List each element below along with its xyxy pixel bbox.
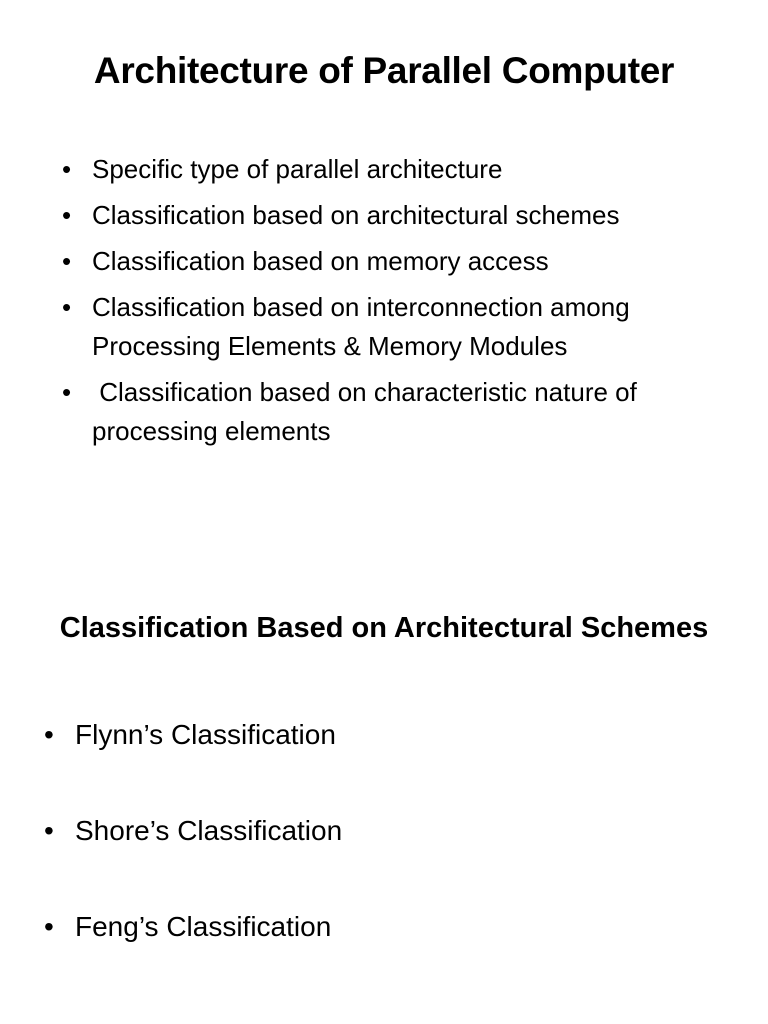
- list-item-text: Feng’s Classification: [75, 911, 332, 942]
- slide-architectural-schemes: [0, 512, 768, 1024]
- bullet-icon: •: [44, 719, 54, 750]
- bullet-icon: •: [62, 246, 72, 276]
- bullet-icon: •: [44, 815, 54, 846]
- list-item: [62, 150, 742, 189]
- list-item: [44, 907, 724, 947]
- bullet-icon: •: [44, 911, 54, 942]
- bullet-icon: •: [62, 200, 72, 230]
- slide-title: Architecture of Parallel Computer: [93, 50, 675, 91]
- list-item: [62, 373, 742, 451]
- bullet-icon: •: [62, 292, 72, 322]
- list-item: [44, 811, 724, 851]
- list-item-text: Shore’s Classification: [75, 815, 343, 846]
- bullet-icon: •: [62, 377, 72, 407]
- list-item-text: Classification based on characteristic nature of processing elements: [92, 377, 645, 446]
- list-item: [44, 715, 724, 755]
- list-item-text: Classification based on memory access: [92, 246, 549, 276]
- list-item: [62, 196, 742, 235]
- list-item-text: Classification based on architectural schemes: [92, 200, 620, 230]
- slide-subtitle: Classification Based on Architectural Schemes: [59, 612, 709, 644]
- list-item: [62, 242, 742, 281]
- bullet-list: [44, 715, 724, 1003]
- bullet-icon: •: [62, 154, 72, 184]
- list-item-text: Specific type of parallel architecture: [92, 154, 503, 184]
- list-item-text: Flynn’s Classification: [75, 719, 336, 750]
- list-item-text: Classification based on interconnection among Processing Elements & Memory Modules: [92, 292, 630, 361]
- list-item: [62, 288, 742, 366]
- bullet-list: [62, 150, 742, 458]
